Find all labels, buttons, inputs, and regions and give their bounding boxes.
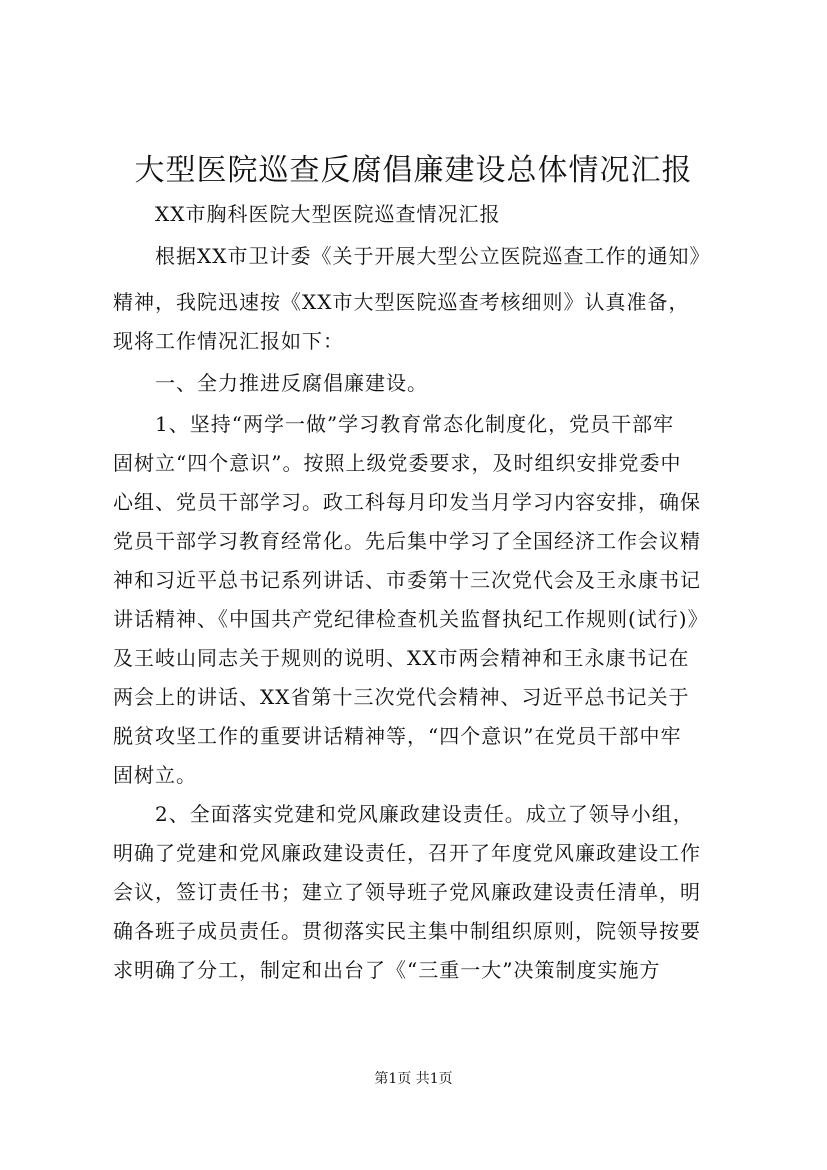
paragraph-line: 会议，签订责任书；建立了领导班子党风廉政建设责任清单，明	[113, 880, 701, 904]
paragraph-line: 脱贫攻坚工作的重要讲话精神等，“四个意识”在党员干部中牢	[113, 724, 682, 748]
paragraph-line: 固树立。	[113, 763, 197, 787]
paragraph-line: 2、全面落实党建和党风廉政建设责任。成立了领导小组，	[155, 802, 694, 826]
paragraph-line: XX市胸科医院大型医院巡查情况汇报	[155, 202, 501, 226]
page-footer: 第1页 共1页	[374, 1071, 453, 1087]
section-heading: 一、全力推进反腐倡廉建设。	[155, 371, 428, 395]
paragraph-line: 心组、党员干部学习。政工科每月印发当月学习内容安排，确保	[113, 490, 701, 514]
document-title: 大型医院巡查反腐倡廉建设总体情况汇报	[134, 153, 693, 188]
paragraph-line: 讲话精神、《中国共产党纪律检查机关监督执纪工作规则(试行)》	[113, 607, 709, 631]
paragraph-line: 固树立“四个意识”。按照上级党委要求，及时组织安排党委中	[113, 451, 682, 475]
paragraph-line: 求明确了分工，制定和出台了《“三重一大”决策制度实施方	[113, 958, 661, 982]
paragraph-line: 党员干部学习教育经常化。先后集中学习了全国经济工作会议精	[113, 529, 701, 553]
paragraph-line: 两会上的讲话、XX省第十三次党代会精神、习近平总书记关于	[113, 685, 690, 709]
paragraph-line: 神和习近平总书记系列讲话、市委第十三次党代会及王永康书记	[113, 568, 701, 592]
paragraph-line: 现将工作情况汇报如下：	[113, 329, 344, 353]
paragraph-line: 精神，我院迅速按《XX市大型医院巡查考核细则》认真准备，	[113, 290, 690, 314]
paragraph-line: 确各班子成员责任。贯彻落实民主集中制组织原则，院领导按要	[113, 919, 701, 943]
paragraph-line: 根据XX市卫计委《关于开展大型公立医院巡查工作的通知》	[155, 244, 711, 268]
paragraph-line: 及王岐山同志关于规则的说明、XX市两会精神和王永康书记在	[113, 646, 690, 670]
paragraph-line: 1、坚持“两学一做”学习教育常态化制度化，党员干部牢	[155, 412, 675, 436]
paragraph-line: 明确了党建和党风廉政建设责任，召开了年度党风廉政建设工作	[113, 841, 701, 865]
